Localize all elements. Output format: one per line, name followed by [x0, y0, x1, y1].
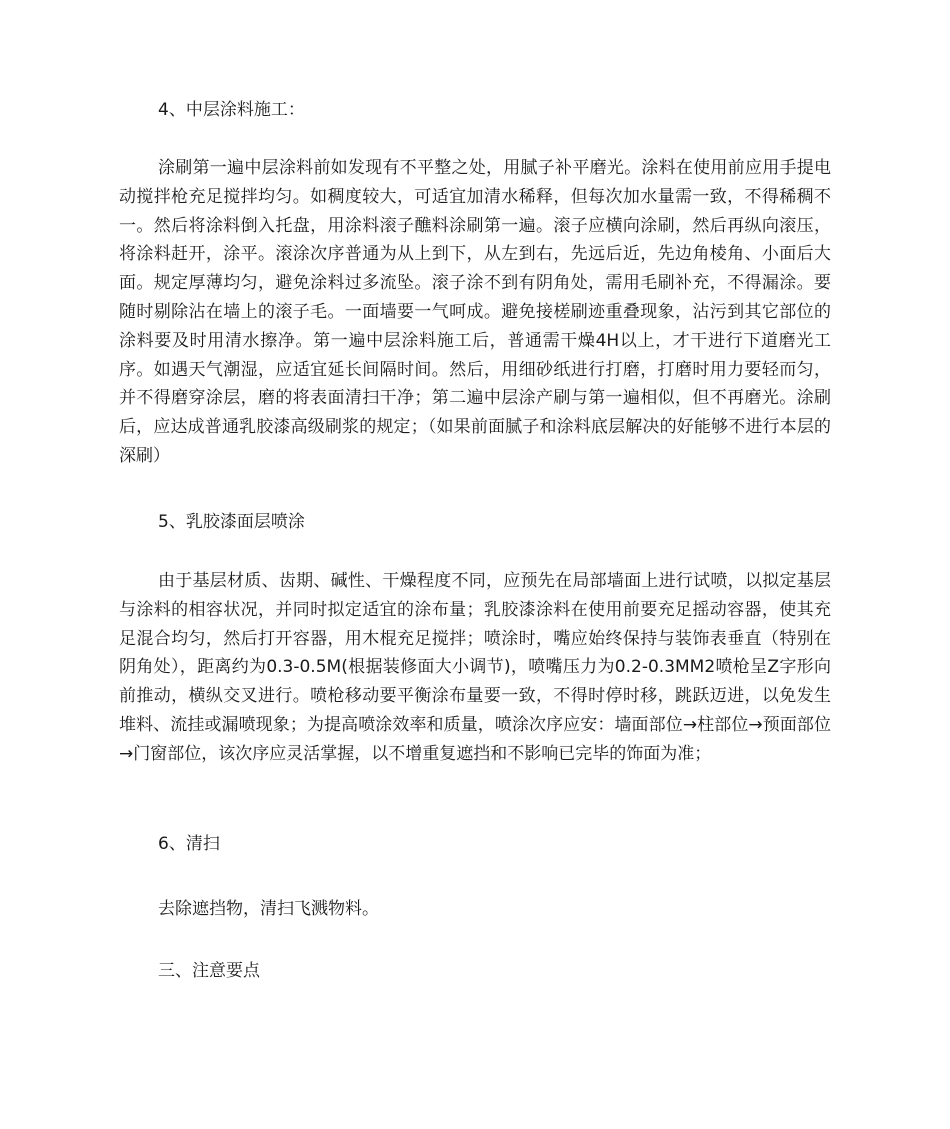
section-5-heading: 5、乳胶漆面层喷涂 — [158, 512, 305, 532]
section-5-body: 由于基层材质、齿期、碱性、干燥程度不同，应预先在局部墙面上进行试喷，以拟定基层与涂料的相容状况，并同时拟定适宜的涂布量；乳胶漆涂料在使用前要充足摇动容器，使其充足混合均匀，然后打开容器，用木棍充足搅拌；喷涂时，嘴应始终保持与装饰表垂直（特别在阴角处），距离约为0.3-0.5M(根据装修面大小调节)，喷嘴压力为0.2-0.3MM2喷枪呈Z字形向前推动，横纵交叉进行。喷枪移动要平衡涂布量要一致，不得时停时移，跳跃迈进，以免发生堆料、流挂或漏喷现象；为提高喷涂效率和质量，喷涂次序应安：墙面部位→柱部位→预面部位→门窗部位，该次序应灵活掌握，以不增重复遮挡和不影响已完毕的饰面为准； — [119, 571, 831, 764]
section-4-heading: 4、中层涂料施工： — [158, 100, 305, 120]
section-6-heading: 6、清扫 — [158, 834, 220, 854]
section-4-body: 涂刷第一遍中层涂料前如发现有不平整之处，用腻子补平磨光。涂料在使用前应用手提电动搅拌枪充足搅拌均匀。如稠度较大，可适宜加清水稀释，但每次加水量需一致，不得稀稠不一。然后将涂料倒入托盘，用涂料滚子醮料涂刷第一遍。滚子应横向涂刷，然后再纵向滚压，将涂料赶开，涂平。滚涂次序普通为从上到下，从左到右，先远后近，先边角棱角、小面后大面。规定厚薄均匀，避免涂料过多流坠。滚子涂不到有阴角处，需用毛刷补充，不得漏涂。要随时剔除沾在墙上的滚子毛。一面墙要一气呵成。避免接槎刷迹重叠现象，沾污到其它部位的涂料要及时用清水擦净。第一遍中层涂料施工后，普通需干燥4H以上，才干进行下道磨光工序。如遇天气潮湿，应适宜延长间隔时间。然后，用细砂纸进行打磨，打磨时用力要轻而匀，并不得磨穿涂层，磨的将表面清扫干净；第二遍中层涂产刷与第一遍相似，但不再磨光。涂刷后，应达成普通乳胶漆高级刷浆的规定；（如果前面腻子和涂料底层解决的好能够不进行本层的深刷） — [119, 158, 831, 466]
section-6-body: 去除遮挡物，清扫飞溅物料。 — [158, 899, 379, 919]
section-3-heading: 三、注意要点 — [158, 961, 260, 981]
